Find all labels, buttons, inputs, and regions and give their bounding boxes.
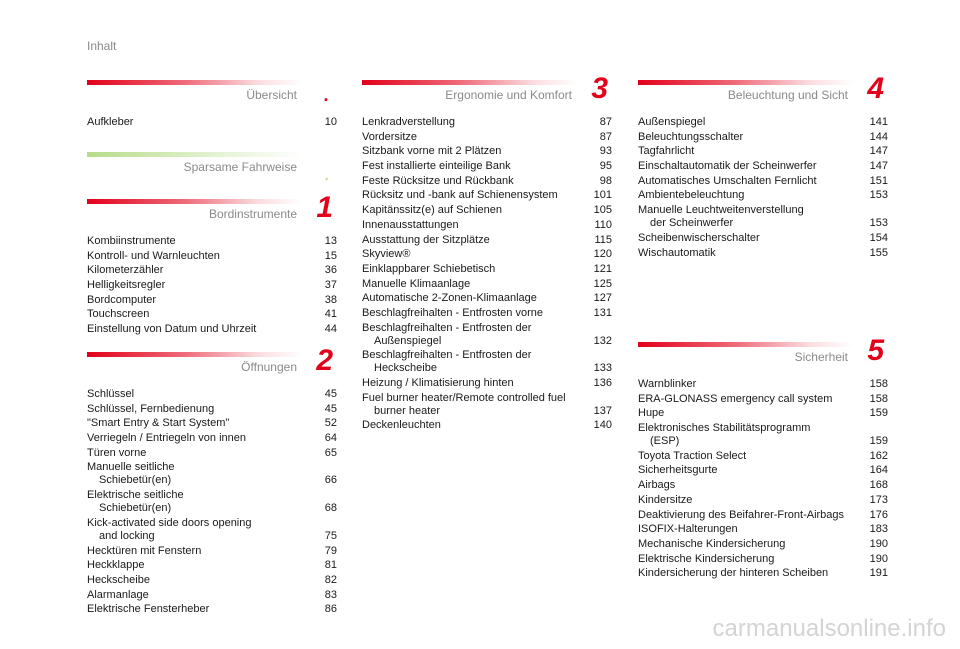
toc-entry[interactable] <box>638 160 888 175</box>
toc-entry[interactable] <box>87 574 337 589</box>
toc-entry-title: Kindersitze <box>638 493 693 506</box>
toc-entry-title: Heckklappe <box>87 559 145 572</box>
section-title: Ergonomie und Komfort <box>445 88 572 102</box>
toc-entry-title: Ausstattung der Sitzplätze <box>362 233 490 246</box>
toc-entry-label <box>362 248 590 261</box>
toc-entry-label <box>638 131 866 144</box>
toc-entry-label <box>87 403 315 416</box>
toc-entry-label <box>87 323 315 336</box>
toc-entry-title: Ambientebeleuchtung <box>638 189 745 202</box>
toc-entry-title: Elektrische Kindersicherung <box>638 552 775 565</box>
toc-entry-title: Lenkradverstellung <box>362 116 455 128</box>
toc-entry[interactable] <box>87 489 337 517</box>
section-bar <box>362 80 577 85</box>
toc-entry-continuation: Schiebetür(en) <box>99 502 172 515</box>
toc-entry[interactable] <box>87 403 337 418</box>
toc-entry-page: 183 <box>869 523 888 536</box>
toc-entry-title: Verriegeln / Entriegeln von innen <box>87 432 246 445</box>
toc-entry-page: 87 <box>599 116 612 128</box>
toc-entry-label <box>638 116 866 129</box>
toc-entry[interactable] <box>638 247 888 262</box>
toc-entry-title: Warnblinker <box>638 378 697 390</box>
section-bar <box>87 80 302 85</box>
toc-entry-title: Heckscheibe <box>87 573 150 586</box>
section-number: 5 <box>867 334 884 367</box>
toc-entry-label <box>362 175 590 188</box>
toc-entry[interactable] <box>638 204 888 232</box>
toc-entry-title: Touchscreen <box>87 308 150 321</box>
toc-entry-page: 64 <box>324 432 337 445</box>
toc-entry-label <box>638 145 866 158</box>
toc-entry-page: 13 <box>324 235 337 247</box>
toc-entry-label <box>362 116 590 129</box>
toc-entry-title: Kilometerzähler <box>87 264 164 277</box>
toc-entry-title: ERA-GLONASS emergency call system <box>638 392 833 405</box>
toc-entry-title: Fest installierte einteilige Bank <box>362 160 511 173</box>
toc-entry[interactable] <box>362 131 612 146</box>
toc-entry-page: 95 <box>599 160 612 173</box>
toc-entry-label <box>638 393 866 406</box>
toc-entry-title: Elektrische Fensterheber <box>87 603 210 616</box>
toc-entry[interactable] <box>362 234 612 249</box>
toc-entry-page: 65 <box>324 446 337 459</box>
toc-entry-title: Kindersicherung der hinteren Scheiben <box>638 567 829 580</box>
toc-entry-label <box>87 294 315 307</box>
toc-entry[interactable] <box>638 116 888 131</box>
toc-entry-page: 75 <box>324 529 337 542</box>
toc-entry-label <box>362 349 590 375</box>
toc-list <box>362 116 612 434</box>
toc-entry-label <box>87 250 315 263</box>
toc-entry-page: 190 <box>869 552 888 565</box>
toc-list <box>638 116 888 261</box>
toc-entry-label <box>638 204 866 230</box>
toc-entry-label <box>638 247 866 260</box>
toc-entry-label <box>638 494 866 507</box>
toc-entry-page: 132 <box>593 334 612 347</box>
toc-entry-page: 131 <box>593 306 612 319</box>
toc-entry-page: 127 <box>593 292 612 305</box>
toc-entry-title: Beleuchtungsschalter <box>638 130 744 143</box>
toc-entry-title: Kombiinstrumente <box>87 235 176 247</box>
section-header <box>87 344 337 388</box>
toc-entry-page: 153 <box>869 189 888 202</box>
toc-list <box>87 235 337 338</box>
toc-entry[interactable] <box>362 419 612 434</box>
toc-entry-label <box>362 322 590 348</box>
toc-entry[interactable] <box>87 388 337 403</box>
section-oeffnungen <box>87 344 337 618</box>
toc-entry-page: 52 <box>324 417 337 430</box>
toc-entry-page: 153 <box>869 217 888 230</box>
toc-entry-page: 83 <box>324 588 337 601</box>
toc-entry-title: Wischautomatik <box>638 246 716 259</box>
toc-entry-label <box>87 447 315 460</box>
toc-entry-page: 158 <box>869 378 888 390</box>
toc-entry[interactable] <box>87 308 337 323</box>
toc-entry-page: 110 <box>594 218 612 231</box>
toc-entry-title: Einschaltautomatik der Scheinwerfer <box>638 160 817 173</box>
toc-entry[interactable] <box>87 432 337 447</box>
toc-entry-label <box>638 378 866 391</box>
toc-entry-title: Elektronisches Stabilitätsprogramm <box>638 422 811 435</box>
section-title: Bordinstrumente <box>208 207 297 221</box>
toc-entry[interactable] <box>362 349 612 377</box>
toc-entry-page: 98 <box>599 174 612 187</box>
toc-entry-label <box>638 538 866 551</box>
toc-entry[interactable] <box>638 464 888 479</box>
toc-entry-label <box>362 278 590 291</box>
toc-entry-title: Heizung / Klimatisierung hinten <box>362 377 514 389</box>
toc-entry-page: 154 <box>869 231 888 244</box>
toc-entry-continuation: and locking <box>99 529 155 542</box>
toc-entry-page: 10 <box>324 116 337 128</box>
section-sicherheit <box>638 334 888 582</box>
toc-entry-title: Automatisches Umschalten Fernlicht <box>638 174 817 187</box>
toc-entry-page: 164 <box>869 464 888 477</box>
toc-entry-page: 41 <box>324 308 337 321</box>
toc-entry-title: Innenausstattungen <box>362 218 459 231</box>
toc-entry-page: 162 <box>869 449 888 462</box>
toc-entry-page: 133 <box>593 362 612 375</box>
watermark: carmanualsonline.info <box>712 615 946 642</box>
toc-entry-page: 125 <box>593 277 612 290</box>
section-number: 4 <box>867 72 884 105</box>
toc-entry[interactable] <box>638 494 888 509</box>
toc-entry-label <box>87 559 315 572</box>
toc-entry-continuation: der Scheinwerfer <box>650 217 734 230</box>
toc-entry-title: Hupe <box>638 407 665 420</box>
toc-entry-label <box>362 234 590 247</box>
toc-entry-label <box>362 131 590 144</box>
toc-entry[interactable] <box>362 278 612 293</box>
toc-entry-page: 147 <box>869 145 888 158</box>
toc-entry[interactable] <box>362 377 612 392</box>
toc-entry[interactable] <box>362 263 612 278</box>
toc-entry[interactable] <box>638 407 888 422</box>
toc-entry-label <box>638 523 866 536</box>
toc-entry-label <box>362 219 590 232</box>
toc-entry-page: 141 <box>869 116 888 128</box>
toc-entry-page: 159 <box>869 435 888 448</box>
section-header <box>362 72 612 116</box>
toc-entry[interactable] <box>638 189 888 204</box>
toc-entry[interactable] <box>638 232 888 247</box>
toc-list <box>87 388 337 618</box>
section-bar <box>638 80 853 85</box>
toc-entry-page: 82 <box>324 573 337 586</box>
toc-entry-page: 36 <box>324 264 337 277</box>
toc-entry[interactable] <box>362 116 612 131</box>
toc-entry-page: 191 <box>869 567 888 580</box>
toc-entry-continuation: Schiebetür(en) <box>99 474 172 487</box>
toc-entry[interactable] <box>638 523 888 538</box>
section-title: Beleuchtung und Sicht <box>727 88 848 102</box>
toc-entry[interactable] <box>362 322 612 350</box>
toc-entry[interactable] <box>638 479 888 494</box>
toc-entry[interactable] <box>362 392 612 420</box>
toc-entry-label <box>87 489 315 515</box>
toc-entry[interactable] <box>638 567 888 582</box>
toc-entry[interactable] <box>362 307 612 322</box>
toc-list <box>87 116 337 131</box>
toc-entry[interactable] <box>638 538 888 553</box>
toc-entry-title: Alarmanlage <box>87 588 149 601</box>
toc-entry[interactable] <box>362 175 612 190</box>
toc-entry[interactable] <box>87 323 337 338</box>
toc-entry[interactable] <box>362 160 612 175</box>
section-uebersicht <box>87 80 337 131</box>
toc-entry-page: 86 <box>324 603 337 616</box>
toc-entry-title: Skyview® <box>362 248 411 261</box>
toc-entry-title: Toyota Traction Select <box>638 449 747 462</box>
toc-entry[interactable] <box>87 279 337 294</box>
toc-entry-page: 176 <box>869 508 888 521</box>
toc-entry-title: Kontroll- und Warnleuchten <box>87 249 220 262</box>
toc-entry-label <box>87 388 315 401</box>
toc-entry[interactable] <box>87 603 337 618</box>
section-bordinstrumente <box>87 191 337 338</box>
toc-entry[interactable] <box>638 175 888 190</box>
toc-entry[interactable] <box>638 553 888 568</box>
toc-entry-title: Sitzbank vorne mit 2 Plätzen <box>362 145 502 158</box>
toc-entry[interactable] <box>362 292 612 307</box>
toc-entry-page: 105 <box>593 204 612 217</box>
toc-entry-label <box>362 307 590 320</box>
toc-entry[interactable] <box>87 447 337 462</box>
toc-entry-page: 190 <box>869 537 888 550</box>
toc-entry-continuation: (ESP) <box>650 435 680 448</box>
toc-entry-label <box>87 589 315 602</box>
toc-entry-page: 81 <box>324 559 337 572</box>
toc-entry[interactable] <box>87 417 337 432</box>
toc-entry[interactable] <box>87 235 337 250</box>
section-bar <box>87 199 302 204</box>
toc-entry[interactable] <box>87 264 337 279</box>
toc-entry-title: Bordcomputer <box>87 293 157 306</box>
toc-entry-label <box>362 145 590 158</box>
toc-entry-title: Mechanische Kindersicherung <box>638 537 786 550</box>
section-ergonomie <box>362 72 612 434</box>
toc-entry-page: 68 <box>324 502 337 515</box>
section-header <box>87 191 337 235</box>
section-beleuchtung <box>638 72 888 261</box>
toc-entry-page: 159 <box>869 407 888 420</box>
toc-list <box>638 378 888 582</box>
toc-entry-page: 168 <box>869 479 888 492</box>
toc-entry-title: Schlüssel <box>87 388 135 400</box>
toc-entry[interactable] <box>87 250 337 265</box>
toc-entry-page: 144 <box>869 130 888 143</box>
toc-entry-label <box>362 377 590 390</box>
toc-entry[interactable] <box>87 545 337 560</box>
toc-entry-title: Türen vorne <box>87 446 147 459</box>
toc-entry-label <box>87 461 315 487</box>
toc-entry-label <box>362 392 590 418</box>
toc-entry-title: Aufkleber <box>87 116 134 128</box>
toc-entry-page: 45 <box>324 402 337 415</box>
section-title: Sparsame Fahrweise <box>183 160 297 174</box>
toc-entry-label <box>638 189 866 202</box>
toc-entry-title: Schlüssel, Fernbedienung <box>87 402 215 415</box>
toc-entry-title: Kick-activated side doors opening <box>87 516 252 529</box>
toc-entry-title: Scheibenwischerschalter <box>638 231 760 244</box>
toc-entry-label <box>638 422 866 448</box>
toc-entry-label <box>638 553 866 566</box>
toc-entry[interactable] <box>87 589 337 604</box>
toc-entry-page: 66 <box>324 474 337 487</box>
toc-entry-page: 158 <box>869 392 888 405</box>
toc-entry-page: 101 <box>593 189 612 202</box>
section-header <box>638 72 888 116</box>
toc-entry-label <box>638 509 866 522</box>
toc-entry-label <box>87 574 315 587</box>
toc-entry[interactable] <box>362 204 612 219</box>
toc-entry-page: 44 <box>324 323 337 336</box>
toc-entry-page: 38 <box>324 293 337 306</box>
toc-entry-label <box>87 116 315 129</box>
section-bar <box>87 152 302 157</box>
toc-entry-page: 45 <box>324 388 337 400</box>
toc-entry-label <box>638 567 866 580</box>
toc-entry-label <box>87 545 315 558</box>
toc-entry-title: Sicherheitsgurte <box>638 464 718 477</box>
toc-entry-page: 15 <box>324 249 337 262</box>
toc-entry-label <box>87 279 315 292</box>
toc-entry-label <box>638 160 866 173</box>
section-number: . <box>323 85 329 105</box>
toc-entry-page: 37 <box>324 279 337 292</box>
toc-entry-page: 87 <box>599 130 612 143</box>
toc-entry-page: 93 <box>599 145 612 158</box>
toc-entry[interactable] <box>87 294 337 309</box>
toc-entry[interactable] <box>638 450 888 465</box>
section-sparsam <box>87 152 337 188</box>
toc-entry-title: Kapitänssitz(e) auf Schienen <box>362 204 503 217</box>
toc-entry-page: 121 <box>593 262 612 275</box>
toc-entry-label <box>87 235 315 248</box>
toc-entry-page: 120 <box>593 248 612 261</box>
toc-entry-title: Tagfahrlicht <box>638 145 695 158</box>
toc-entry-page: 115 <box>594 233 612 246</box>
toc-entry-label <box>87 517 315 543</box>
toc-entry-title: Deaktivierung des Beifahrer-Front-Airbags <box>638 508 845 521</box>
toc-entry-continuation: Außenspiegel <box>374 334 442 347</box>
toc-entry[interactable] <box>638 422 888 450</box>
section-number: 2 <box>316 344 333 377</box>
toc-entry-title: Hecktüren mit Fenstern <box>87 544 202 557</box>
toc-entry-title: Elektrische seitliche <box>87 489 184 502</box>
toc-entry-label <box>638 479 866 492</box>
toc-entry-label <box>87 603 315 616</box>
toc-entry-title: "Smart Entry & Start System" <box>87 417 230 430</box>
section-header <box>638 334 888 378</box>
toc-entry-title: Automatische 2-Zonen-Klimaanlage <box>362 292 537 305</box>
toc-entry-label <box>87 308 315 321</box>
toc-entry-page: 79 <box>324 544 337 557</box>
toc-entry-title: Feste Rücksitze und Rückbank <box>362 174 514 187</box>
toc-entry-label <box>362 292 590 305</box>
toc-entry-label <box>638 175 866 188</box>
toc-entry-page: 136 <box>593 377 612 389</box>
toc-entry[interactable] <box>87 116 337 131</box>
toc-entry-title: Rücksitz und -bank auf Schienensystem <box>362 189 558 202</box>
section-number: 1 <box>316 191 333 224</box>
toc-entry-page: 147 <box>869 160 888 173</box>
toc-entry-label <box>638 450 866 463</box>
toc-entry[interactable] <box>87 461 337 489</box>
toc-entry[interactable] <box>362 145 612 160</box>
toc-entry[interactable] <box>638 393 888 408</box>
section-bar <box>87 352 302 357</box>
section-header <box>87 80 337 116</box>
toc-entry[interactable] <box>638 378 888 393</box>
toc-entry-title: Manuelle Leuchtweitenverstellung <box>638 204 804 217</box>
toc-entry[interactable] <box>638 145 888 160</box>
toc-entry[interactable] <box>87 517 337 545</box>
toc-entry-title: Einstellung von Datum und Uhrzeit <box>87 323 257 336</box>
toc-entry-label <box>638 407 866 420</box>
section-number: 3 <box>591 72 608 105</box>
toc-entry-title: Manuelle Klimaanlage <box>362 277 471 290</box>
toc-entry-title: ISOFIX-Halterungen <box>638 523 738 536</box>
toc-entry-title: Manuelle seitliche <box>87 461 175 474</box>
page-title: Inhalt <box>87 39 117 53</box>
toc-entry-label <box>638 232 866 245</box>
toc-entry-label <box>87 264 315 277</box>
toc-entry[interactable] <box>638 131 888 146</box>
toc-entry-title: Airbags <box>638 479 676 492</box>
section-title: Öffnungen <box>241 360 297 374</box>
toc-entry[interactable] <box>362 248 612 263</box>
toc-entry-title: Beschlagfreihalten - Entfrosten vorne <box>362 306 543 319</box>
toc-entry-title: Helligkeitsregler <box>87 279 166 292</box>
toc-entry-title: Beschlagfreihalten - Entfrosten der <box>362 349 532 362</box>
toc-entry[interactable] <box>362 219 612 234</box>
toc-entry-title: Beschlagfreihalten - Entfrosten der <box>362 321 532 334</box>
toc-entry-continuation: burner heater <box>374 404 441 417</box>
toc-entry-page: 151 <box>869 174 888 187</box>
section-title: Übersicht <box>246 88 297 102</box>
toc-entry-title: Deckenleuchten <box>362 419 441 432</box>
toc-entry-label <box>362 189 590 202</box>
toc-entry-label <box>638 464 866 477</box>
toc-entry[interactable] <box>638 509 888 524</box>
toc-entry-continuation: Heckscheibe <box>374 362 437 375</box>
toc-entry-title: Einklappbarer Schiebetisch <box>362 262 496 275</box>
toc-entry-page: 140 <box>593 419 612 432</box>
section-header <box>87 152 337 188</box>
toc-entry-title: Vordersitze <box>362 130 418 143</box>
toc-entry-label <box>87 432 315 445</box>
toc-entry-label <box>87 417 315 430</box>
toc-entry-page: 173 <box>869 493 888 506</box>
toc-entry-title: Außenspiegel <box>638 116 706 128</box>
toc-entry-page: 137 <box>593 404 612 417</box>
toc-entry-label <box>362 263 590 276</box>
section-bar <box>638 342 853 347</box>
toc-entry-page: 155 <box>869 246 888 259</box>
leaf-icon: . <box>325 167 329 183</box>
toc-entry-label <box>362 419 590 432</box>
toc-entry-label <box>362 204 590 217</box>
section-title: Sicherheit <box>794 350 848 364</box>
toc-entry-label <box>362 160 590 173</box>
toc-entry-title: Fuel burner heater/Remote controlled fuel <box>362 391 566 404</box>
toc-entry[interactable] <box>362 189 612 204</box>
toc-entry[interactable] <box>87 559 337 574</box>
